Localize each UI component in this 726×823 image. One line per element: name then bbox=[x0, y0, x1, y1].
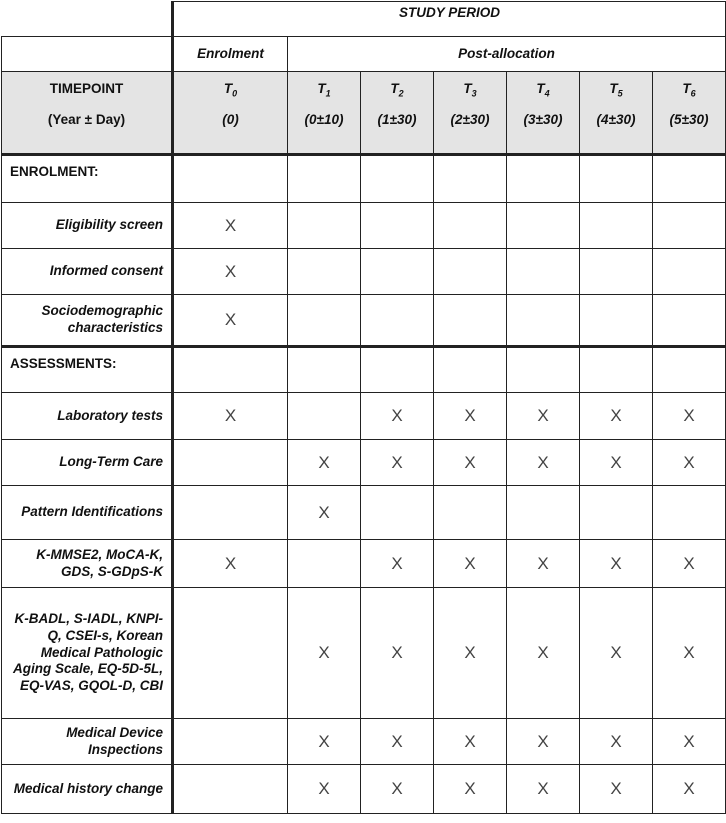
timepoint-cell-4 bbox=[507, 72, 580, 155]
check-mark: X bbox=[610, 406, 622, 426]
table-row bbox=[2, 588, 726, 719]
mark-cell bbox=[361, 719, 434, 765]
check-mark: X bbox=[464, 643, 476, 663]
check-mark: X bbox=[224, 261, 237, 281]
mark-cell bbox=[653, 203, 726, 249]
mark-cell bbox=[580, 295, 653, 347]
mark-cell bbox=[580, 249, 653, 295]
corner-cell bbox=[2, 2, 173, 37]
mark-cell bbox=[288, 719, 361, 765]
check-mark: X bbox=[224, 406, 237, 426]
header-row-study-period bbox=[2, 2, 726, 37]
mark-cell bbox=[173, 719, 288, 765]
empty-cell bbox=[653, 347, 726, 393]
blank-phase-cell bbox=[2, 37, 173, 72]
check-mark: X bbox=[464, 779, 476, 799]
timepoint-code: $T_0$ bbox=[223, 81, 238, 99]
check-mark: X bbox=[318, 643, 330, 663]
mark-cell bbox=[361, 540, 434, 588]
timepoint-range: (0) bbox=[222, 112, 239, 127]
mark-cell bbox=[653, 393, 726, 440]
timepoint-cell-1 bbox=[288, 72, 361, 155]
empty-cell bbox=[361, 155, 434, 203]
mark-cell bbox=[580, 393, 653, 440]
timepoint-cell-6 bbox=[653, 72, 726, 155]
row-label: K-MMSE2, MoCA-K, GDS, S-GDpS-K bbox=[2, 540, 173, 588]
mark-cell bbox=[173, 486, 288, 540]
mark-cell bbox=[507, 393, 580, 440]
check-mark: X bbox=[391, 406, 403, 426]
table-row bbox=[2, 249, 726, 295]
timepoint-code: $T_2$ bbox=[390, 81, 404, 99]
mark-cell bbox=[507, 295, 580, 347]
empty-cell bbox=[507, 155, 580, 203]
mark-cell bbox=[434, 486, 507, 540]
timepoint-range: (5±30) bbox=[669, 112, 709, 127]
mark-cell bbox=[361, 440, 434, 486]
mark-cell bbox=[653, 765, 726, 814]
empty-cell bbox=[173, 347, 288, 393]
mark-cell bbox=[361, 765, 434, 814]
check-mark: X bbox=[683, 553, 695, 573]
row-label: Informed consent bbox=[2, 249, 173, 295]
mark-cell bbox=[173, 765, 288, 814]
check-mark: X bbox=[683, 452, 695, 472]
check-mark: X bbox=[391, 643, 403, 663]
table-row bbox=[2, 203, 726, 249]
mark-cell bbox=[173, 249, 288, 295]
check-mark: X bbox=[391, 779, 403, 799]
section-title: ENROLMENT: bbox=[2, 155, 173, 203]
empty-cell bbox=[173, 155, 288, 203]
check-mark: X bbox=[610, 553, 622, 573]
table-row bbox=[2, 540, 726, 588]
check-mark: X bbox=[464, 452, 476, 472]
row-label: K-BADL, S-IADL, KNPI-Q, CSEI-s, Korean Medical Pathologic Aging Scale, EQ-5D-5L, EQ-VAS, GQOL-D, CBI bbox=[2, 588, 173, 719]
empty-cell bbox=[361, 347, 434, 393]
check-mark: X bbox=[318, 731, 330, 751]
mark-cell bbox=[361, 295, 434, 347]
mark-cell bbox=[580, 765, 653, 814]
empty-cell bbox=[580, 155, 653, 203]
timepoint-cell-3 bbox=[434, 72, 507, 155]
table-row bbox=[2, 440, 726, 486]
mark-cell bbox=[580, 440, 653, 486]
mark-cell bbox=[288, 295, 361, 347]
mark-cell bbox=[507, 249, 580, 295]
study-period-heading: STUDY PERIOD bbox=[173, 2, 726, 37]
mark-cell bbox=[288, 249, 361, 295]
section-title: ASSESSMENTS: bbox=[2, 347, 173, 393]
mark-cell bbox=[434, 295, 507, 347]
check-mark: X bbox=[610, 731, 622, 751]
check-mark: X bbox=[391, 731, 403, 751]
table-row bbox=[2, 486, 726, 540]
check-mark: X bbox=[391, 553, 403, 573]
mark-cell bbox=[434, 765, 507, 814]
mark-cell bbox=[288, 486, 361, 540]
check-mark: X bbox=[318, 502, 330, 522]
row-label: Medical Device Inspections bbox=[2, 719, 173, 765]
timepoint-label: TIMEPOINT bbox=[49, 81, 124, 96]
header-row-timepoints bbox=[2, 72, 726, 155]
empty-cell bbox=[507, 347, 580, 393]
check-mark: X bbox=[318, 779, 330, 799]
row-label: Laboratory tests bbox=[2, 393, 173, 440]
mark-cell bbox=[653, 588, 726, 719]
mark-cell bbox=[580, 540, 653, 588]
check-mark: X bbox=[610, 643, 622, 663]
mark-cell bbox=[653, 719, 726, 765]
mark-cell bbox=[288, 540, 361, 588]
row-label: Medical history change bbox=[2, 765, 173, 814]
timepoint-range: (2±30) bbox=[450, 112, 490, 127]
check-mark: X bbox=[464, 406, 476, 426]
check-mark: X bbox=[537, 452, 549, 472]
mark-cell bbox=[361, 203, 434, 249]
timepoint-range: (0±10) bbox=[304, 112, 344, 127]
timepoint-code: $T_3$ bbox=[463, 81, 477, 99]
check-mark: X bbox=[464, 553, 476, 573]
timepoint-code: $T_5$ bbox=[609, 81, 623, 99]
check-mark: X bbox=[683, 779, 695, 799]
row-label: Long-Term Care bbox=[2, 440, 173, 486]
mark-cell bbox=[361, 588, 434, 719]
mark-cell bbox=[361, 393, 434, 440]
mark-cell bbox=[434, 588, 507, 719]
mark-cell bbox=[173, 540, 288, 588]
mark-cell bbox=[288, 588, 361, 719]
timepoint-cell-5 bbox=[580, 72, 653, 155]
mark-cell bbox=[288, 393, 361, 440]
empty-cell bbox=[288, 155, 361, 203]
mark-cell bbox=[434, 540, 507, 588]
check-mark: X bbox=[610, 452, 622, 472]
row-label: Pattern Identifications bbox=[2, 486, 173, 540]
mark-cell bbox=[361, 486, 434, 540]
mark-cell bbox=[434, 393, 507, 440]
mark-cell bbox=[507, 588, 580, 719]
check-mark: X bbox=[537, 731, 549, 751]
check-mark: X bbox=[683, 406, 695, 426]
mark-cell bbox=[507, 540, 580, 588]
timepoint-range: (3±30) bbox=[523, 112, 563, 127]
empty-cell bbox=[434, 347, 507, 393]
empty-cell bbox=[288, 347, 361, 393]
mark-cell bbox=[580, 588, 653, 719]
mark-cell bbox=[173, 393, 288, 440]
empty-cell bbox=[653, 155, 726, 203]
mark-cell bbox=[507, 765, 580, 814]
timepoint-code: $T_6$ bbox=[682, 81, 696, 99]
mark-cell bbox=[361, 249, 434, 295]
empty-cell bbox=[434, 155, 507, 203]
check-mark: X bbox=[537, 406, 549, 426]
check-mark: X bbox=[224, 553, 237, 573]
header-row-phases bbox=[2, 37, 726, 72]
check-mark: X bbox=[537, 553, 549, 573]
table-row bbox=[2, 393, 726, 440]
mark-cell bbox=[580, 486, 653, 540]
check-mark: X bbox=[224, 215, 237, 235]
mark-cell bbox=[173, 440, 288, 486]
table-row bbox=[2, 295, 726, 347]
mark-cell bbox=[653, 486, 726, 540]
mark-cell bbox=[288, 203, 361, 249]
row-label: Eligibility screen bbox=[2, 203, 173, 249]
timepoint-code: $T_4$ bbox=[536, 81, 550, 99]
post-allocation-heading: Post-allocation bbox=[288, 37, 726, 72]
check-mark: X bbox=[537, 779, 549, 799]
mark-cell bbox=[434, 440, 507, 486]
check-mark: X bbox=[318, 452, 330, 472]
check-mark: X bbox=[391, 452, 403, 472]
mark-cell bbox=[580, 203, 653, 249]
mark-cell bbox=[507, 719, 580, 765]
mark-cell bbox=[434, 249, 507, 295]
mark-cell bbox=[434, 719, 507, 765]
mark-cell bbox=[653, 295, 726, 347]
mark-cell bbox=[288, 765, 361, 814]
timepoint-cell-0 bbox=[173, 72, 288, 155]
mark-cell bbox=[173, 295, 288, 347]
mark-cell bbox=[507, 203, 580, 249]
mark-cell bbox=[288, 440, 361, 486]
timepoint-range: (1±30) bbox=[377, 112, 417, 127]
timepoint-code: $T_1$ bbox=[317, 81, 331, 99]
year-day-label: (Year ± Day) bbox=[47, 112, 126, 127]
section-row bbox=[2, 155, 726, 203]
check-mark: X bbox=[683, 731, 695, 751]
check-mark: X bbox=[537, 643, 549, 663]
spirit-schedule-table bbox=[1, 1, 726, 814]
check-mark: X bbox=[224, 310, 237, 330]
section-row bbox=[2, 347, 726, 393]
mark-cell bbox=[173, 203, 288, 249]
table-row bbox=[2, 719, 726, 765]
enrolment-heading: Enrolment bbox=[173, 37, 288, 72]
table-row bbox=[2, 765, 726, 814]
mark-cell bbox=[653, 249, 726, 295]
mark-cell bbox=[173, 588, 288, 719]
timepoint-range: (4±30) bbox=[596, 112, 636, 127]
mark-cell bbox=[653, 440, 726, 486]
empty-cell bbox=[580, 347, 653, 393]
check-mark: X bbox=[464, 731, 476, 751]
timepoint-label-cell bbox=[2, 72, 173, 155]
mark-cell bbox=[507, 440, 580, 486]
mark-cell bbox=[653, 540, 726, 588]
row-label: Sociodemographic characteristics bbox=[2, 295, 173, 347]
check-mark: X bbox=[610, 779, 622, 799]
timepoint-cell-2 bbox=[361, 72, 434, 155]
mark-cell bbox=[434, 203, 507, 249]
mark-cell bbox=[507, 486, 580, 540]
check-mark: X bbox=[683, 643, 695, 663]
mark-cell bbox=[580, 719, 653, 765]
